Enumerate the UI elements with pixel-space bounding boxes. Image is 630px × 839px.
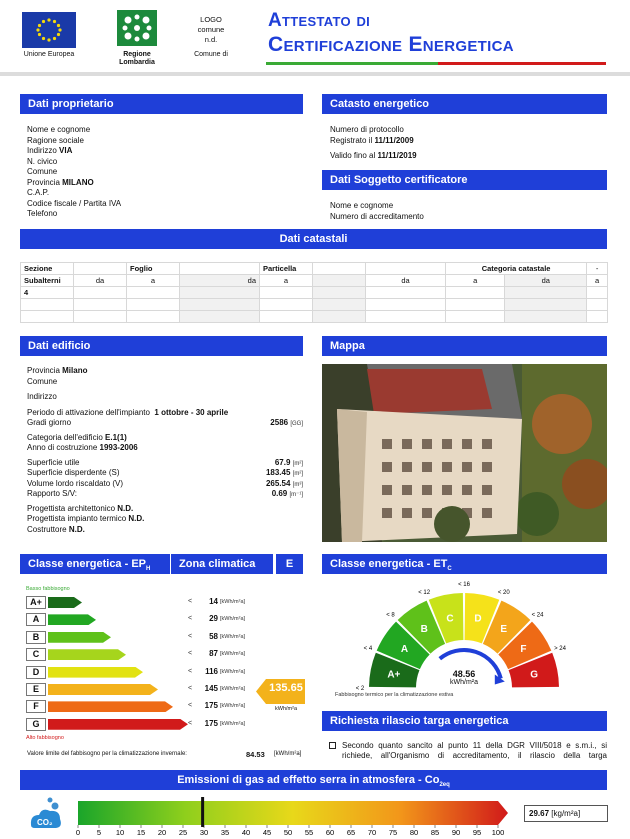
table-row — [21, 299, 608, 311]
et-gauge-label: A+ — [387, 669, 401, 681]
et-gauge-threshold: > 24 — [554, 646, 567, 653]
ep-class-less-than: < — [188, 632, 193, 640]
ep-class-arrow — [48, 719, 188, 730]
co2-tick-label: 0 — [75, 828, 81, 837]
ep-class-label: C — [26, 648, 46, 661]
comune-logo — [190, 15, 232, 45]
ep-class-less-than: < — [188, 598, 193, 605]
co2-tick-label: 75 — [388, 828, 398, 837]
co2-gradient-bar — [78, 801, 508, 825]
ep-class-row — [26, 613, 96, 626]
ep-class-threshold: 14 — [209, 597, 218, 606]
ep-class-row — [26, 596, 82, 609]
owner-row: Ragione sociale — [27, 135, 84, 145]
ep-class-unit: [kWh/m²a] — [220, 616, 246, 623]
et-gauge-threshold: < 12 — [418, 589, 431, 596]
co2-tick-label: 15 — [136, 828, 146, 837]
et-gauge-label: E — [500, 624, 508, 636]
catasto-fields — [330, 125, 417, 162]
ep-class-arrow — [48, 649, 126, 660]
co2-tick-label: 60 — [325, 828, 335, 837]
co2-value-box: 29.67 [kg/m²a] — [524, 805, 608, 822]
ep-class-row — [26, 631, 111, 644]
targa-text: Secondo quanto sancito al punto 11 della DGR VIII/5018 e s.m.i., si richiede, all'Organismo di accreditamento, il rilascio della targa — [342, 741, 607, 760]
et-gauge-threshold: < 16 — [458, 582, 470, 588]
ep-class-arrow — [48, 684, 158, 695]
co2-tick-label: 40 — [241, 828, 251, 837]
et-gauge-threshold: < 24 — [531, 612, 544, 619]
ep-class-unit: [kWh/m²a] — [220, 651, 246, 658]
ep-class-label: A+ — [26, 596, 46, 609]
co2-tick-label: 20 — [157, 828, 167, 837]
ep-class-less-than: < — [188, 719, 193, 727]
title-underline-red — [438, 62, 606, 65]
owner-row: Indirizzo VIA — [27, 146, 73, 155]
ep-class-less-than: < — [188, 702, 193, 710]
ep-class-unit: [kWh/m²a] — [220, 720, 246, 727]
owner-row: Comune — [27, 167, 58, 176]
et-unit: kWh/m²a — [450, 679, 478, 686]
eu-stars-icon — [22, 12, 76, 48]
ep-class-label: D — [26, 666, 46, 679]
co2-tick-label: 45 — [262, 828, 272, 837]
certifier-section-title: Dati Soggetto certificatore — [322, 170, 607, 190]
protocol-label: Numero di protocollo — [330, 125, 404, 134]
page-title-line2: Certificazione Energetica — [268, 33, 514, 56]
ep-class-arrow — [48, 632, 111, 643]
owner-row: Telefono — [27, 209, 58, 218]
header-separator — [0, 72, 630, 76]
map-section-title: Mappa — [322, 336, 607, 356]
co2-tick-label: 50 — [283, 828, 293, 837]
foglio-header: Foglio — [127, 263, 180, 275]
aerial-map-image — [322, 364, 607, 542]
owner-row: Provincia MILANO — [27, 177, 94, 187]
ep-class-threshold: 29 — [209, 614, 218, 624]
et-gauge-label: F — [520, 643, 527, 655]
co2-marker — [201, 797, 204, 827]
region-label-2: Lombardia — [119, 59, 155, 66]
catasto-section-title: Catasto energetico — [322, 94, 607, 114]
ep-class-label: E — [26, 683, 46, 696]
subalterni-header: Subalterni — [21, 275, 74, 287]
et-gauge-label: D — [474, 613, 482, 625]
building-photo-icon — [322, 364, 607, 542]
emissions-section-title: Emissioni di gas ad effetto serra in atmosfera - $Co_{2eq}$ — [20, 770, 607, 790]
low-demand-label: Basso fabbisogno — [26, 586, 70, 592]
et-caption: Fabbisogno termico per la climatizzazione estiva — [335, 692, 454, 698]
ep-class-threshold: 87 — [209, 649, 218, 659]
ep-class-unit: [kWh/m²a] — [220, 703, 246, 710]
targa-section-title: Richiesta rilascio targa energetica — [322, 711, 607, 731]
table-row — [21, 311, 608, 323]
current-ep-unit: kWh/m²a — [275, 706, 297, 712]
ep-class-less-than: < — [188, 685, 193, 692]
co2-tick-label: 25 — [178, 828, 188, 837]
categoria-value: - — [587, 263, 608, 275]
catastali-section-title: Dati catastali — [20, 229, 607, 249]
co2-tick-label: 100 — [491, 828, 505, 837]
eu-label: Unione Europea — [23, 51, 75, 58]
co2-tick-label: 95 — [472, 828, 482, 837]
subalterno-value: 4 — [21, 287, 74, 299]
et-gauge-threshold: < 8 — [386, 612, 395, 619]
ep-limit-row: Valore limite del fabbisogno per la climatizzazione invernale: 84.53 [kWh/m²a] — [27, 750, 302, 759]
comune-logo-line: LOGO — [200, 15, 222, 24]
valid-row: Valido fino al 11/11/2019 — [330, 151, 417, 160]
ep-class-threshold: 116 — [205, 666, 218, 676]
comune-label: Comune di — [194, 51, 228, 58]
high-demand-label: Alto fabbisogno — [26, 735, 64, 741]
owner-row: Codice fiscale / Partita IVA — [27, 198, 122, 208]
et-gauge-threshold: < 4 — [363, 646, 373, 653]
svg-text:CO₂: CO₂ — [37, 818, 53, 827]
ep-class-unit: [kWh/m²a] — [220, 668, 246, 675]
ep-class-row — [26, 666, 143, 679]
ep-class-unit: [kWh/m²a] — [220, 633, 246, 640]
region-label-1: Regione — [123, 51, 151, 58]
co2-tick-label: 65 — [346, 828, 356, 837]
comune-logo-line: comune — [197, 25, 225, 34]
co2-tick-label: 10 — [115, 828, 125, 837]
ep-class-label: A — [26, 613, 46, 626]
particella-header: Particella — [260, 263, 313, 275]
ep-class-row — [26, 683, 158, 696]
ep-class-threshold: 145 — [204, 684, 218, 693]
et-gauge-label: C — [446, 613, 454, 625]
ep-class-less-than: < — [188, 615, 193, 623]
et-gauge-threshold: < 20 — [497, 589, 510, 596]
ep-class-unit: [kWh/m²a] — [220, 599, 246, 605]
certifier-accreditation-label: Numero di accreditamento — [330, 211, 424, 221]
page-title-line1: Attestato di — [268, 10, 371, 31]
et-gauge-label: A — [400, 643, 409, 655]
certifier-fields — [330, 201, 424, 222]
co2-tick-label: 55 — [304, 828, 314, 837]
comune-logo-line: n.d. — [204, 35, 218, 44]
ep-class-threshold: 58 — [209, 631, 218, 641]
et-section-title: Classe energetica - $ET_C$ — [322, 554, 607, 574]
certifier-name-label: Nome e cognome — [330, 201, 394, 210]
ep-class-row — [26, 700, 173, 713]
current-ep-value: 135.65 — [269, 682, 303, 694]
title-underline-green — [266, 62, 438, 65]
et-gauge-label: B — [420, 624, 428, 636]
ep-class-arrow — [48, 597, 82, 608]
targa-checkbox[interactable] — [329, 742, 336, 749]
co2-tick-label: 70 — [367, 828, 377, 837]
owner-row: C.A.P. — [27, 188, 50, 197]
eu-logo — [22, 12, 76, 48]
co2-tick-label: 30 — [199, 828, 209, 837]
co2-tick-label: 5 — [96, 828, 102, 837]
rosa-camuna-icon — [117, 10, 157, 46]
owner-section-title: Dati proprietario — [20, 94, 303, 114]
et-gauge-threshold: < 2 — [355, 686, 365, 692]
ep-class-unit: [kWh/m²a] — [220, 686, 246, 692]
ep-class-threshold: 175 — [204, 701, 218, 711]
lombardia-logo — [117, 10, 157, 46]
co2-scale — [68, 795, 518, 837]
categoria-header: Categoria catastale — [446, 263, 587, 275]
co2-tick-label: 90 — [451, 828, 461, 837]
et-gauge-label: G — [530, 669, 539, 681]
co2-tick-label: 85 — [430, 828, 440, 837]
building-section-title: Dati edificio — [20, 336, 303, 356]
ep-class-label: B — [26, 631, 46, 644]
owner-fields — [27, 125, 121, 220]
ep-class-less-than: < — [188, 667, 193, 675]
catastali-table — [20, 262, 608, 323]
et-value: 48.56 — [452, 669, 476, 679]
ep-class-arrow — [48, 701, 173, 712]
ep-class-threshold: 175 — [204, 718, 218, 728]
building-fields: Provincia Milano Comune Indirizzo Periodo di attivazione dell'impianto 1 ottobre - 30 aprile Gradi giorno 2586 [GG] Categoria dell'edificio E.1(1) Anno di costruzione 1993-2006 Superficie utile 67.9 [m²] Superficie disperdente (S) 183.45 [m²] Volume lordo riscaldato (V) 265.54 [m³] Rapporto S/V: 0.69 [m⁻¹] Progettista architettonico N.D. Progettista impianto termico N.D. Costruttore N.D. — [27, 366, 303, 534]
zona-climatica-label: Zona climatica — [171, 554, 273, 574]
table-row — [21, 263, 608, 275]
ep-class-label: G — [26, 718, 46, 731]
ep-class-arrow — [48, 667, 143, 678]
co2-tick-label: 35 — [220, 828, 230, 837]
zona-climatica-value: E — [276, 554, 303, 574]
co2-cloud-icon — [28, 795, 64, 835]
owner-row: N. civico — [27, 156, 58, 166]
ep-class-less-than: < — [188, 650, 193, 658]
ep-section-title: Classe energetica - $EP_H$ — [20, 554, 170, 574]
sezione-header: Sezione — [21, 263, 74, 275]
ep-class-label: F — [26, 700, 46, 713]
ep-class-row — [26, 718, 188, 731]
table-row: Subalterni da a da a da a da a — [21, 275, 608, 287]
table-row — [21, 287, 608, 299]
ep-class-row — [26, 648, 126, 661]
registered-row: Registrato il 11/11/2009 — [330, 135, 414, 145]
ep-class-arrow — [48, 614, 96, 625]
owner-row: Nome e cognome — [27, 125, 91, 134]
co2-tick-label: 80 — [409, 828, 419, 837]
